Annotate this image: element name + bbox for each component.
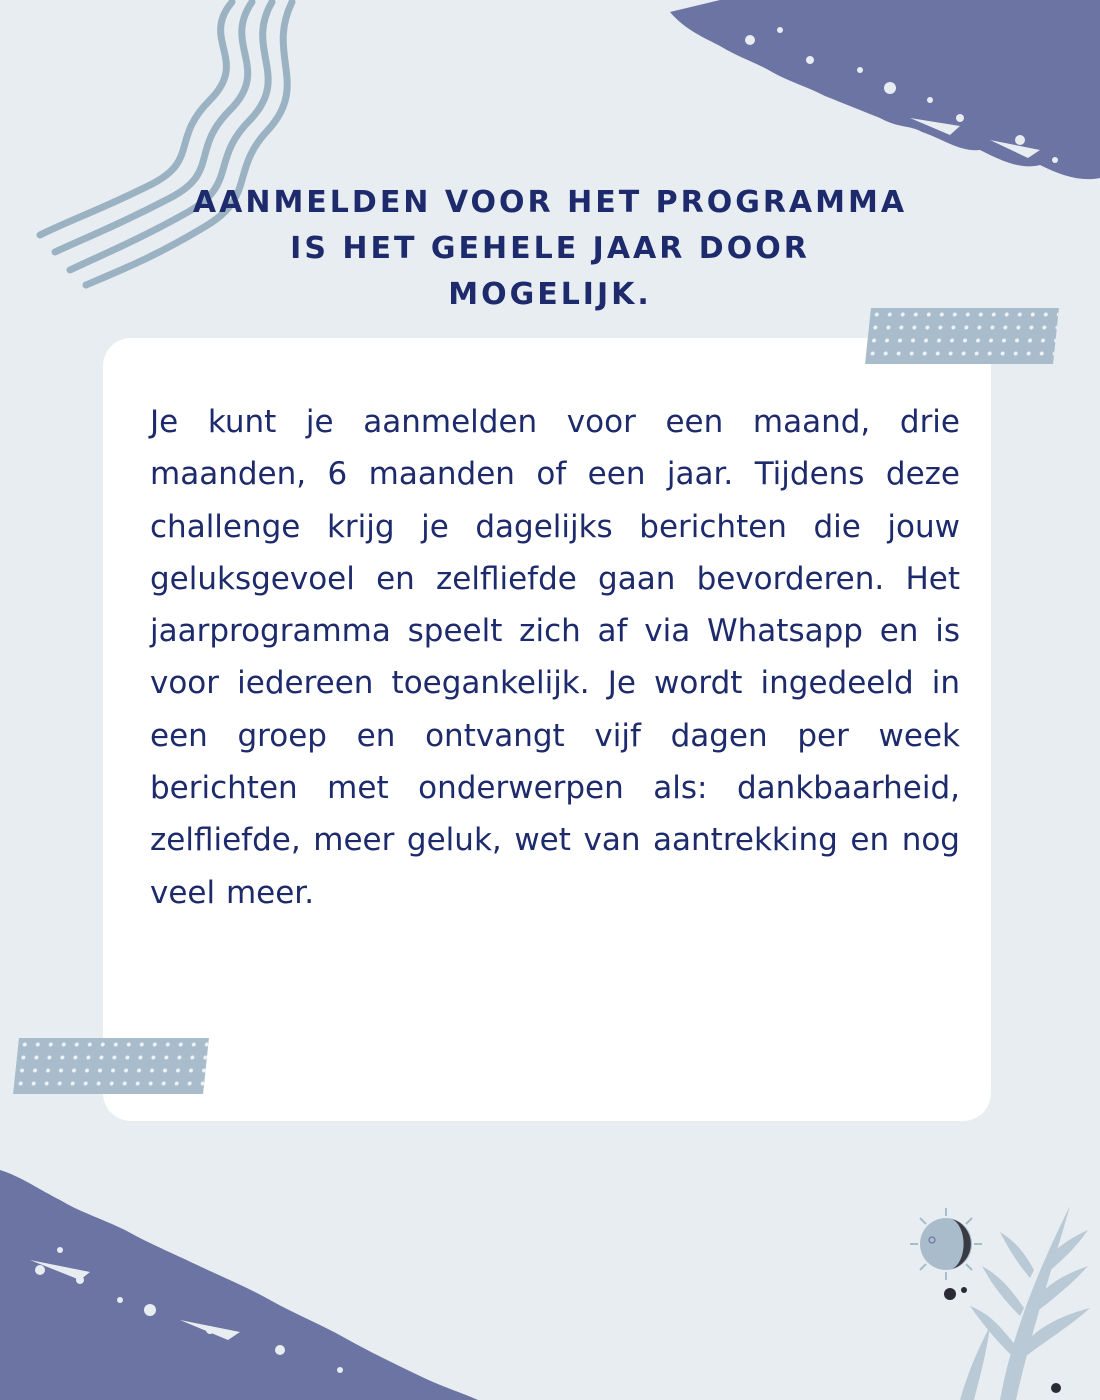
brush-stroke-decoration xyxy=(660,0,1100,190)
leaf-branch-icon xyxy=(930,1196,1100,1400)
brush-stroke-decoration xyxy=(0,1160,480,1400)
program-description: Je kunt je aanmelden voor een maand, drie maanden, 6 maanden of een jaar. Tijdens deze challenge krijg je dagelijks berichten die jouw geluksgevoel en zelfliefde gaan bevorderen. Het jaarprogramma speelt zich af via Whatsapp en is voor iedereen toegankelijk. Je wordt ingedeeld in een groep en ontvangt vijf dagen per week berichten met onderwerpen als: dankbaarheid, zelfliefde, meer geluk, wet van aantrekking en nog veel meer. xyxy=(150,404,960,911)
washi-tape-bottom-left xyxy=(13,1038,209,1094)
washi-tape-top-right xyxy=(865,308,1059,364)
page-heading: AANMELDEN VOOR HET PROGRAMMA IS HET GEHELE JAAR DOOR MOGELIJK. xyxy=(192,185,908,312)
